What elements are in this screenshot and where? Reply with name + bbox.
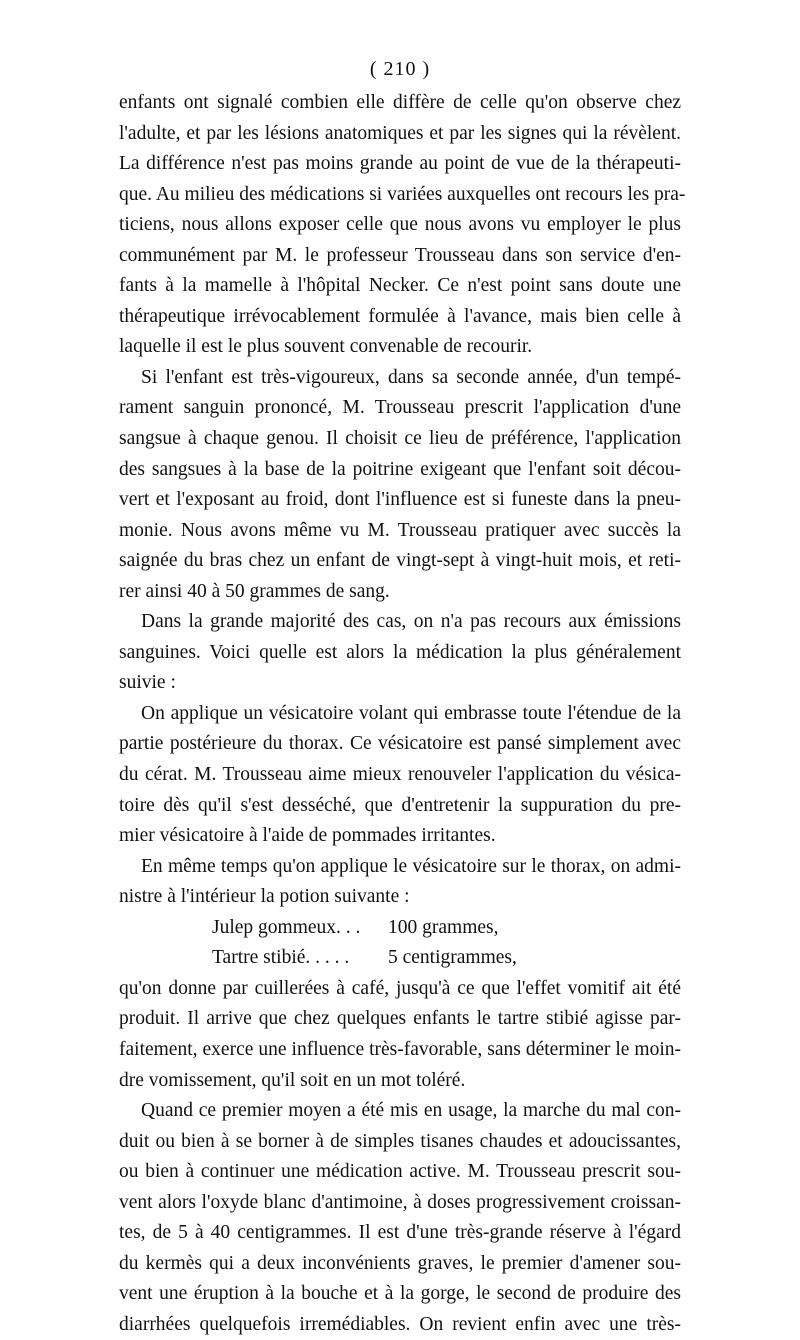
text-line: communément par M. le professeur Trousseau dans son service d'en- <box>119 244 681 266</box>
text-line: que. Au milieu des médications si variées auxquelles ont recours les pra- <box>119 183 686 205</box>
text-line: enfants ont signalé combien elle diffère de celle qu'on observe chez <box>119 92 681 113</box>
text-line: diarrhées quelquefois irremédiables. On revient enfin avec une très- <box>119 1313 681 1335</box>
text-line: vert et l'exposant au froid, dont l'influence est si funeste dans la pneu- <box>119 489 681 511</box>
text-line: rer ainsi 40 à 50 grammes de sang. <box>119 580 390 602</box>
text-line: Si l'enfant est très-vigoureux, dans sa seconde année, d'un tempé- <box>141 366 681 388</box>
text-line: fants à la mamelle à l'hôpital Necker. Ce n'est point sans doute une <box>119 275 681 297</box>
text-line: partie postérieure du thorax. Ce vésicatoire est pansé simplement avec <box>119 733 681 755</box>
text-line: vent alors l'oxyde blanc d'antimoine, à doses progressivement croissan- <box>119 1191 681 1213</box>
text-line: La différence n'est pas moins grande au point de vue de la thérapeuti- <box>119 153 681 175</box>
text-line: monie. Nous avons même vu M. Trousseau pratiquer avec succès la <box>119 519 681 541</box>
text-line: produit. Il arrive que chez quelques enfants le tartre stibié agisse par- <box>119 1008 681 1030</box>
prescription-line <box>119 913 681 944</box>
text-line: suivie : <box>119 672 176 694</box>
text-line: dre vomissement, qu'il soit en un mot toléré. <box>119 1069 466 1091</box>
page-number: ( 210 ) <box>369 58 431 80</box>
text-line: l'adulte, et par les lésions anatomiques et par les signes qui la révèlent. <box>119 122 681 144</box>
text-line: nistre à l'intérieur la potion suivante : <box>119 886 410 908</box>
text-line: ou bien à continuer une médication active. M. Trousseau prescrit sou- <box>119 1161 681 1183</box>
text-line: rament sanguin prononcé, M. Trousseau prescrit l'application d'une <box>119 397 681 419</box>
text-line: du cérat. M. Trousseau aime mieux renouveler l'application du vésica- <box>119 764 681 786</box>
text-line: Quand ce premier moyen a été mis en usage, la marche du mal con- <box>141 1100 681 1122</box>
text-line: des sangsues à la base de la poitrine exigeant que l'enfant soit décou- <box>119 458 681 480</box>
text-line: Dans la grande majorité des cas, on n'a pas recours aux émissions <box>141 611 681 633</box>
body-text <box>119 88 686 1340</box>
text-line: En même temps qu'on applique le vésicatoire sur le thorax, on admi- <box>141 855 681 877</box>
text-line: thérapeutique irrévocablement formulée à l'avance, mais bien celle à <box>119 305 681 327</box>
text-line: sanguines. Voici quelle est alors la médication la plus généralement <box>119 641 681 663</box>
text-line: toire dès qu'il s'est desséché, que d'entretenir la suppuration du pre- <box>119 794 681 816</box>
text-line: ticiens, nous allons exposer celle que nous avons vu employer le plus <box>119 214 681 236</box>
text-line: du kermès qui a deux inconvénients graves, le premier d'amener sou- <box>119 1252 681 1274</box>
text-line: duit ou bien à se borner à de simples tisanes chaudes et adoucissantes, <box>119 1130 681 1152</box>
prescription-ingredient: Julep gommeux. . . <box>212 916 361 938</box>
text-line: tes, de 5 à 40 centigrammes. Il est d'une très-grande réserve à l'égard <box>119 1222 681 1244</box>
text-line: qu'on donne par cuillerées à café, jusqu'à ce que l'effet vomitif ait été <box>119 977 681 999</box>
text-line: vent une éruption à la bouche et à la gorge, le second de produire des <box>119 1283 681 1305</box>
text-line: sangsue à chaque genou. Il choisit ce lieu de préférence, l'application <box>119 428 681 450</box>
text-line: laquelle il est le plus souvent convenable de recourir. <box>119 336 533 358</box>
prescription-dose: 5 centigrammes, <box>388 947 517 969</box>
prescription-line <box>119 943 681 974</box>
text-line: On applique un vésicatoire volant qui embrasse toute l'étendue de la <box>141 702 681 724</box>
prescription-ingredient: Tartre stibié. . . . . <box>212 947 350 969</box>
prescription-dose: 100 grammes, <box>388 916 499 938</box>
text-line: saignée du bras chez un enfant de vingt-sept à vingt-huit mois, et reti- <box>119 550 681 572</box>
text-line: faitement, exerce une influence très-favorable, sans déterminer le moin- <box>119 1038 681 1060</box>
text-line: mier vésicatoire à l'aide de pommades irritantes. <box>119 825 496 847</box>
